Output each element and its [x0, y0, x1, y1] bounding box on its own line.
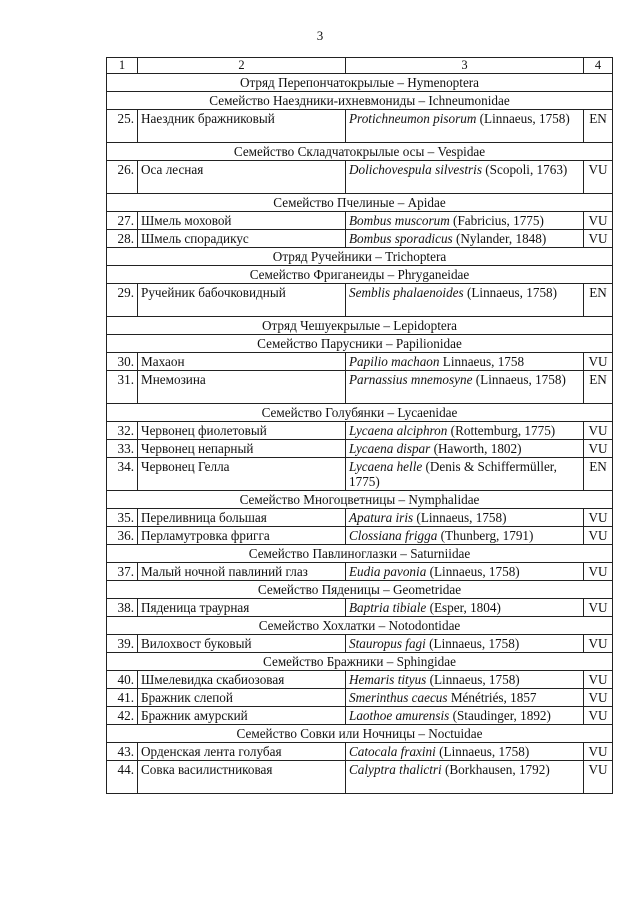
section-heading: Семейство Бражники – Sphingidae: [107, 653, 613, 671]
table-row: [107, 635, 613, 653]
species-name-latin: [346, 563, 584, 581]
section-heading: Семейство Павлиноглазки – Saturniidae: [107, 545, 613, 563]
table-row: [107, 230, 613, 248]
row-number: 30.: [107, 353, 138, 371]
species-name-latin: [346, 761, 584, 794]
table-row: [107, 284, 613, 317]
section-heading-row: [107, 545, 613, 563]
table-row: [107, 353, 613, 371]
species-name-ru: Малый ночной павлиний глаз: [138, 563, 346, 581]
latin-binomial: Laothoe amurensis: [349, 708, 450, 723]
section-heading-row: [107, 143, 613, 161]
row-number: 37.: [107, 563, 138, 581]
species-name-latin: [346, 458, 584, 491]
page-number: 3: [316, 28, 324, 43]
section-heading-row: [107, 266, 613, 284]
status-category: VU: [584, 422, 613, 440]
table-row: [107, 422, 613, 440]
species-name-latin: [346, 527, 584, 545]
section-heading-row: [107, 653, 613, 671]
species-name-ru: Червонец Гелла: [138, 458, 346, 491]
species-name-ru: Шмель спорадикус: [138, 230, 346, 248]
table-row: [107, 212, 613, 230]
species-name-ru: Перламутровка фригга: [138, 527, 346, 545]
taxon-author: (Scopoli, 1763): [481, 162, 568, 177]
taxon-author: (Linnaeus, 1758): [426, 564, 520, 579]
species-name-ru: Червонец непарный: [138, 440, 346, 458]
taxon-author: (Linnaeus, 1758): [472, 372, 566, 387]
section-heading: Семейство Многоцветницы – Nymphalidae: [107, 491, 613, 509]
section-heading-row: [107, 581, 613, 599]
row-number: 41.: [107, 689, 138, 707]
section-heading-row: [107, 491, 613, 509]
latin-binomial: Protichneumon pisorum: [349, 111, 477, 126]
latin-binomial: Dolichovespula silvestris: [349, 162, 482, 177]
species-name-latin: [346, 371, 584, 404]
row-number: 34.: [107, 458, 138, 491]
species-name-latin: [346, 671, 584, 689]
taxon-author: (Linnaeus, 1758): [413, 510, 507, 525]
species-name-latin: [346, 707, 584, 725]
section-heading: Семейство Совки или Ночницы – Noctuidae: [107, 725, 613, 743]
row-number: 28.: [107, 230, 138, 248]
row-number: 32.: [107, 422, 138, 440]
species-name-latin: [346, 689, 584, 707]
status-category: VU: [584, 161, 613, 194]
latin-binomial: Apatura iris: [349, 510, 414, 525]
section-heading-row: [107, 617, 613, 635]
species-name-ru: Пяденица траурная: [138, 599, 346, 617]
species-name-ru: Махаон: [138, 353, 346, 371]
species-name-ru: Вилохвост буковый: [138, 635, 346, 653]
table-row: [107, 161, 613, 194]
column-header-2: 2: [138, 58, 346, 74]
row-number: 40.: [107, 671, 138, 689]
latin-binomial: Semblis phalaenoides: [349, 285, 464, 300]
latin-binomial: Bombus sporadicus: [349, 231, 453, 246]
latin-binomial: Lycaena alciphron: [349, 423, 448, 438]
latin-binomial: Calyptra thalictri: [349, 762, 442, 777]
table-row: [107, 599, 613, 617]
section-heading-row: [107, 194, 613, 212]
latin-binomial: Lycaena dispar: [349, 441, 431, 456]
row-number: 44.: [107, 761, 138, 794]
table-row: [107, 689, 613, 707]
taxon-author: (Linnaeus, 1758): [476, 111, 570, 126]
section-heading: Семейство Пяденицы – Geometridae: [107, 581, 613, 599]
column-header-row: [107, 58, 613, 74]
taxon-author: (Nylander, 1848): [452, 231, 547, 246]
species-name-latin: [346, 212, 584, 230]
table-row: [107, 671, 613, 689]
species-name-ru: Бражник амурский: [138, 707, 346, 725]
species-table: [106, 57, 613, 794]
status-category: VU: [584, 212, 613, 230]
section-heading: Семейство Пчелиные – Apidae: [107, 194, 613, 212]
latin-binomial: Stauropus fagi: [349, 636, 426, 651]
row-number: 36.: [107, 527, 138, 545]
taxon-author: (Borkhausen, 1792): [441, 762, 550, 777]
latin-binomial: Smerinthus caecus: [349, 690, 448, 705]
taxon-author: (Thunberg, 1791): [437, 528, 534, 543]
species-name-latin: [346, 110, 584, 143]
table-row: [107, 761, 613, 794]
row-number: 27.: [107, 212, 138, 230]
species-name-ru: Наездник бражниковый: [138, 110, 346, 143]
species-name-ru: Орденская лента голубая: [138, 743, 346, 761]
status-category: EN: [584, 458, 613, 491]
row-number: 33.: [107, 440, 138, 458]
status-category: EN: [584, 110, 613, 143]
section-heading: Семейство Голубянки – Lycaenidae: [107, 404, 613, 422]
section-heading: Отряд Ручейники – Trichoptera: [107, 248, 613, 266]
taxon-author: (Linnaeus, 1758): [463, 285, 558, 300]
status-category: VU: [584, 230, 613, 248]
species-name-latin: [346, 422, 584, 440]
section-heading-row: [107, 335, 613, 353]
table-row: [107, 440, 613, 458]
row-number: 25.: [107, 110, 138, 143]
latin-binomial: Baptria tibiale: [349, 600, 427, 615]
species-name-ru: Совка василистниковая: [138, 761, 346, 794]
taxon-author: (Rottemburg, 1775): [447, 423, 556, 438]
section-heading-row: [107, 74, 613, 92]
row-number: 35.: [107, 509, 138, 527]
row-number: 26.: [107, 161, 138, 194]
section-heading-row: [107, 248, 613, 266]
table-row: [107, 458, 613, 491]
taxon-author: (Esper, 1804): [426, 600, 501, 615]
status-category: VU: [584, 563, 613, 581]
table-row: [107, 527, 613, 545]
latin-binomial: Catocala fraxini: [349, 744, 436, 759]
row-number: 31.: [107, 371, 138, 404]
species-name-latin: [346, 284, 584, 317]
status-category: VU: [584, 743, 613, 761]
taxon-author: (Staudinger, 1892): [449, 708, 551, 723]
section-heading: Семейство Фриганеиды – Phryganeidae: [107, 266, 613, 284]
row-number: 42.: [107, 707, 138, 725]
status-category: VU: [584, 635, 613, 653]
status-category: VU: [584, 509, 613, 527]
section-heading: Семейство Складчатокрылые осы – Vespidae: [107, 143, 613, 161]
section-heading-row: [107, 404, 613, 422]
taxon-author: (Linnaeus, 1758): [425, 636, 520, 651]
taxon-author: (Haworth, 1802): [430, 441, 522, 456]
latin-binomial: Parnassius mnemosyne: [349, 372, 473, 387]
section-heading: Семейство Наездники-ихневмониды – Ichneumonidae: [107, 92, 613, 110]
table-body: [107, 58, 613, 794]
species-name-latin: [346, 635, 584, 653]
latin-binomial: Eudia pavonia: [349, 564, 427, 579]
species-name-latin: [346, 509, 584, 527]
section-heading: Семейство Хохлатки – Notodontidae: [107, 617, 613, 635]
taxon-author: (Denis & Schiffermüller, 1775): [349, 459, 557, 489]
status-category: VU: [584, 440, 613, 458]
section-heading: Отряд Перепончатокрылые – Hymenoptera: [107, 74, 613, 92]
section-heading-row: [107, 725, 613, 743]
species-name-ru: Червонец фиолетовый: [138, 422, 346, 440]
table-row: [107, 371, 613, 404]
species-name-ru: Бражник слепой: [138, 689, 346, 707]
species-name-latin: [346, 440, 584, 458]
taxon-author: (Fabricius, 1775): [449, 213, 544, 228]
species-name-latin: [346, 599, 584, 617]
column-header-4: 4: [584, 58, 613, 74]
status-category: VU: [584, 671, 613, 689]
status-category: VU: [584, 353, 613, 371]
column-header-3: 3: [346, 58, 584, 74]
species-name-ru: Переливница большая: [138, 509, 346, 527]
species-name-latin: [346, 353, 584, 371]
species-name-latin: [346, 161, 584, 194]
table-row: [107, 563, 613, 581]
table-row: [107, 707, 613, 725]
status-category: VU: [584, 689, 613, 707]
species-name-ru: Шмель моховой: [138, 212, 346, 230]
latin-binomial: Bombus muscorum: [349, 213, 450, 228]
species-name-latin: [346, 230, 584, 248]
species-name-latin: [346, 743, 584, 761]
row-number: 38.: [107, 599, 138, 617]
taxon-author: (Linnaeus, 1758): [435, 744, 530, 759]
row-number: 39.: [107, 635, 138, 653]
species-name-ru: Шмелевидка скабиозовая: [138, 671, 346, 689]
status-category: EN: [584, 284, 613, 317]
section-heading: Отряд Чешуекрылые – Lepidoptera: [107, 317, 613, 335]
latin-binomial: Papilio machaon: [349, 354, 440, 369]
status-category: VU: [584, 761, 613, 794]
status-category: VU: [584, 707, 613, 725]
column-header-1: 1: [107, 58, 138, 74]
latin-binomial: Lycaena helle: [349, 459, 423, 474]
table-row: [107, 743, 613, 761]
latin-binomial: Hemaris tityus: [349, 672, 427, 687]
row-number: 29.: [107, 284, 138, 317]
section-heading-row: [107, 92, 613, 110]
species-name-ru: Мнемозина: [138, 371, 346, 404]
taxon-author: Linnaeus, 1758: [439, 354, 525, 369]
taxon-author: Ménétriés, 1857: [447, 690, 537, 705]
section-heading-row: [107, 317, 613, 335]
section-heading: Семейство Парусники – Papilionidae: [107, 335, 613, 353]
species-name-ru: Оса лесная: [138, 161, 346, 194]
table-row: [107, 509, 613, 527]
status-category: VU: [584, 599, 613, 617]
latin-binomial: Clossiana frigga: [349, 528, 438, 543]
taxon-author: (Linnaeus, 1758): [426, 672, 520, 687]
species-name-ru: Ручейник бабочковидный: [138, 284, 346, 317]
status-category: EN: [584, 371, 613, 404]
status-category: VU: [584, 527, 613, 545]
row-number: 43.: [107, 743, 138, 761]
table-row: [107, 110, 613, 143]
